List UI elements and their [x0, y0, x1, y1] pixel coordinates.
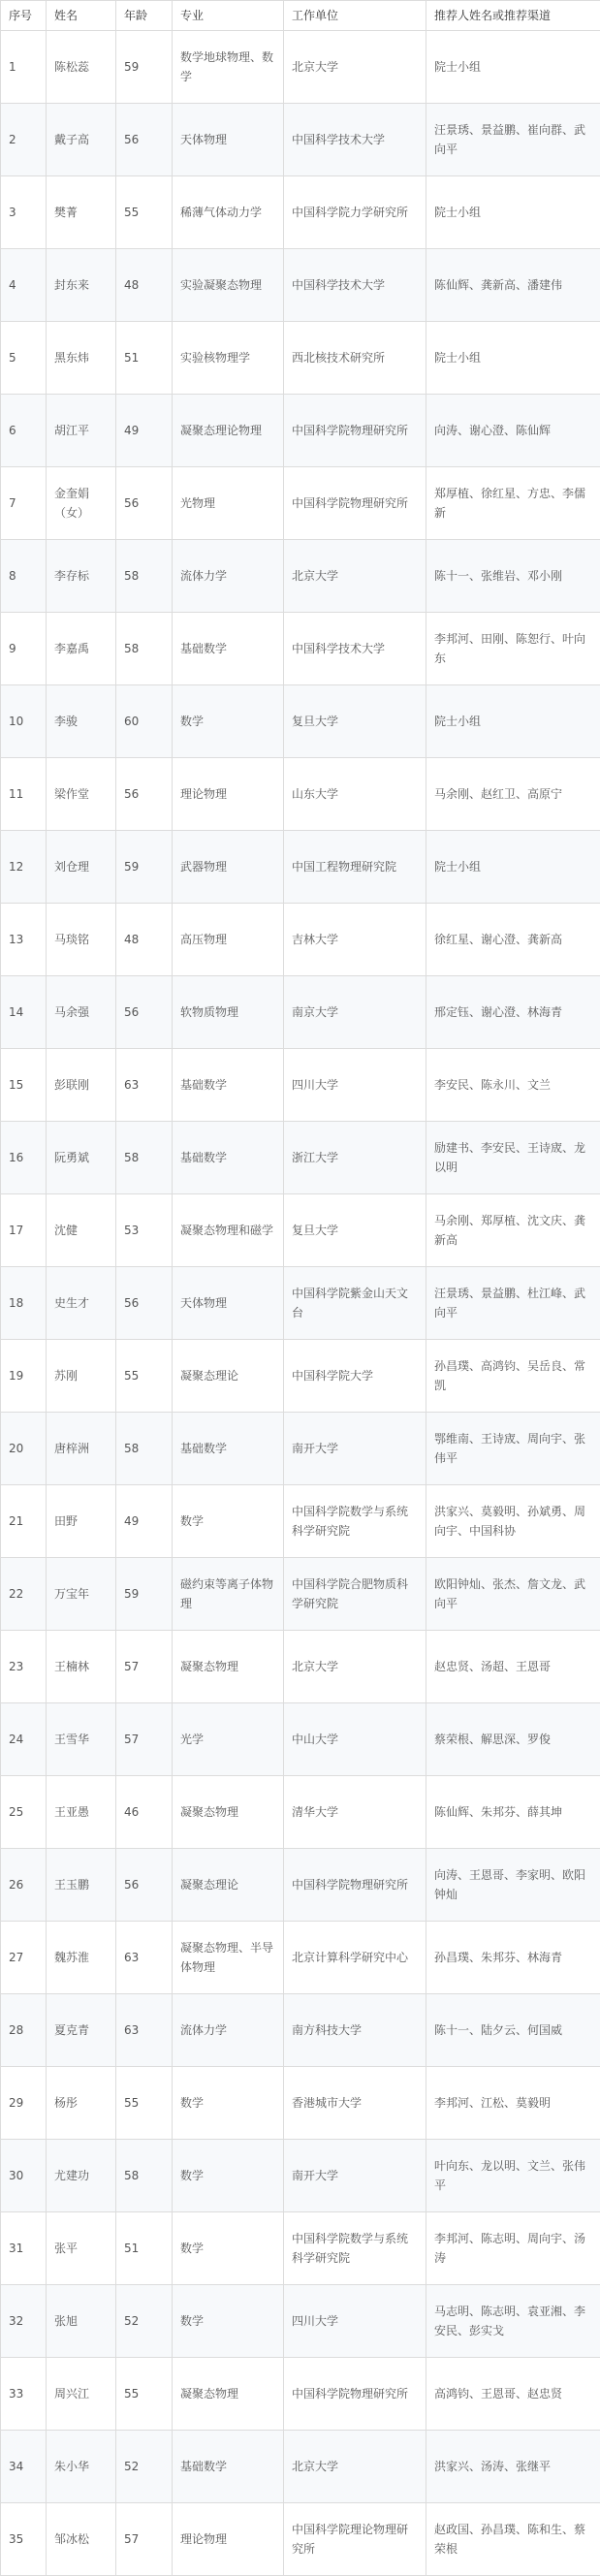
cell-workplace: 中国科学院理论物理研究所: [284, 2503, 426, 2576]
table-row: [1, 322, 600, 395]
cell-index: 10: [1, 685, 47, 758]
cell-name: 苏刚: [47, 1340, 116, 1413]
cell-index: 29: [1, 2067, 47, 2140]
cell-workplace: 四川大学: [284, 1049, 426, 1122]
cell-major: 数学: [173, 2285, 284, 2358]
cell-age: 55: [116, 1340, 173, 1413]
cell-recommender: 鄂维南、王诗宬、周向宇、张伟平: [426, 1413, 600, 1485]
cell-name: 张平: [47, 2212, 116, 2285]
cell-name: 刘仓理: [47, 831, 116, 904]
cell-recommender: 欧阳钟灿、张杰、詹文龙、武向平: [426, 1558, 600, 1631]
table-row: [1, 1194, 600, 1267]
table-row: [1, 1340, 600, 1413]
cell-major: 流体力学: [173, 1994, 284, 2067]
cell-recommender: 汪景琇、景益鹏、杜江峰、武向平: [426, 1267, 600, 1340]
cell-major: 软物质物理: [173, 976, 284, 1049]
cell-name: 王亚愚: [47, 1776, 116, 1849]
cell-recommender: 向涛、谢心澄、陈仙辉: [426, 395, 600, 467]
cell-age: 60: [116, 685, 173, 758]
cell-recommender: 马志明、陈志明、袁亚湘、李安民、彭实戈: [426, 2285, 600, 2358]
cell-index: 6: [1, 395, 47, 467]
table-header: [1, 1, 600, 31]
cell-recommender: 马余刚、郑厚植、沈文庆、龚新高: [426, 1194, 600, 1267]
cell-major: 凝聚态物理: [173, 1776, 284, 1849]
cell-workplace: 四川大学: [284, 2285, 426, 2358]
cell-index: 5: [1, 322, 47, 395]
cell-age: 58: [116, 1413, 173, 1485]
cell-index: 25: [1, 1776, 47, 1849]
cell-major: 凝聚态物理: [173, 1631, 284, 1703]
cell-recommender: 邢定钰、谢心澄、林海青: [426, 976, 600, 1049]
cell-name: 张旭: [47, 2285, 116, 2358]
cell-recommender: 院士小组: [426, 831, 600, 904]
cell-major: 数学: [173, 685, 284, 758]
col-header-recommender: 推荐人姓名或推荐渠道: [426, 1, 600, 31]
table-row: [1, 1558, 600, 1631]
cell-age: 63: [116, 1922, 173, 1994]
cell-index: 8: [1, 540, 47, 613]
cell-age: 57: [116, 1703, 173, 1776]
table-row: [1, 904, 600, 976]
cell-name: 史生才: [47, 1267, 116, 1340]
cell-age: 56: [116, 104, 173, 176]
cell-name: 王楠林: [47, 1631, 116, 1703]
table-row: [1, 2140, 600, 2212]
cell-recommender: 郑厚植、徐红星、方忠、李儒新: [426, 467, 600, 540]
cell-age: 59: [116, 831, 173, 904]
cell-name: 夏克青: [47, 1994, 116, 2067]
cell-recommender: 赵忠贤、汤超、王恩哥: [426, 1631, 600, 1703]
cell-workplace: 北京大学: [284, 2431, 426, 2503]
cell-major: 数学: [173, 2067, 284, 2140]
cell-age: 56: [116, 1849, 173, 1922]
col-header-name: 姓名: [47, 1, 116, 31]
cell-workplace: 中国工程物理研究院: [284, 831, 426, 904]
cell-name: 朱小华: [47, 2431, 116, 2503]
cell-index: 31: [1, 2212, 47, 2285]
cell-recommender: 李邦河、陈志明、周向宇、汤涛: [426, 2212, 600, 2285]
cell-index: 12: [1, 831, 47, 904]
cell-major: 实验凝聚态物理: [173, 249, 284, 322]
cell-name: 戴子高: [47, 104, 116, 176]
cell-recommender: 洪家兴、汤涛、张继平: [426, 2431, 600, 2503]
cell-age: 58: [116, 540, 173, 613]
cell-major: 数学: [173, 2140, 284, 2212]
cell-workplace: 中国科学院合肥物质科学研究院: [284, 1558, 426, 1631]
cell-workplace: 复旦大学: [284, 1194, 426, 1267]
cell-age: 55: [116, 2067, 173, 2140]
cell-age: 55: [116, 2358, 173, 2431]
cell-major: 稀薄气体动力学: [173, 176, 284, 249]
cell-index: 1: [1, 31, 47, 104]
cell-workplace: 浙江大学: [284, 1122, 426, 1194]
cell-workplace: 南开大学: [284, 2140, 426, 2212]
cell-recommender: 孙昌璞、高鸿钧、吴岳良、常凯: [426, 1340, 600, 1413]
cell-age: 48: [116, 904, 173, 976]
cell-workplace: 中国科学院数学与系统科学研究院: [284, 2212, 426, 2285]
cell-age: 53: [116, 1194, 173, 1267]
cell-index: 9: [1, 613, 47, 685]
cell-name: 马琰铭: [47, 904, 116, 976]
table-row: [1, 176, 600, 249]
cell-major: 凝聚态理论: [173, 1340, 284, 1413]
cell-age: 58: [116, 613, 173, 685]
table-row: [1, 1267, 600, 1340]
table-row: [1, 540, 600, 613]
cell-age: 58: [116, 1122, 173, 1194]
cell-name: 万宝年: [47, 1558, 116, 1631]
cell-workplace: 中国科学院紫金山天文台: [284, 1267, 426, 1340]
cell-name: 金奎娟（女）: [47, 467, 116, 540]
cell-workplace: 中国科学院物理研究所: [284, 395, 426, 467]
cell-name: 李嘉禹: [47, 613, 116, 685]
header-row: [1, 1, 600, 31]
cell-index: 32: [1, 2285, 47, 2358]
cell-recommender: 李邦河、江松、莫毅明: [426, 2067, 600, 2140]
cell-workplace: 中国科学院物理研究所: [284, 1849, 426, 1922]
cell-recommender: 李邦河、田刚、陈恕行、叶向东: [426, 613, 600, 685]
cell-age: 59: [116, 1558, 173, 1631]
cell-recommender: 院士小组: [426, 31, 600, 104]
cell-index: 2: [1, 104, 47, 176]
table-row: [1, 1994, 600, 2067]
cell-recommender: 高鸿钧、王恩哥、赵忠贤: [426, 2358, 600, 2431]
table-row: [1, 1485, 600, 1558]
cell-age: 56: [116, 758, 173, 831]
cell-age: 49: [116, 1485, 173, 1558]
cell-name: 沈健: [47, 1194, 116, 1267]
cell-index: 18: [1, 1267, 47, 1340]
cell-age: 57: [116, 2503, 173, 2576]
cell-index: 22: [1, 1558, 47, 1631]
cell-recommender: 汪景琇、景益鹏、崔向群、武向平: [426, 104, 600, 176]
cell-major: 理论物理: [173, 758, 284, 831]
cell-workplace: 复旦大学: [284, 685, 426, 758]
cell-major: 凝聚态物理和磁学: [173, 1194, 284, 1267]
cell-index: 11: [1, 758, 47, 831]
cell-age: 56: [116, 467, 173, 540]
cell-major: 数学: [173, 2212, 284, 2285]
cell-name: 封东来: [47, 249, 116, 322]
cell-workplace: 中国科学院物理研究所: [284, 2358, 426, 2431]
table-row: [1, 2285, 600, 2358]
cell-index: 27: [1, 1922, 47, 1994]
cell-name: 李存标: [47, 540, 116, 613]
col-header-major: 专业: [173, 1, 284, 31]
cell-recommender: 院士小组: [426, 176, 600, 249]
cell-workplace: 中国科学技术大学: [284, 613, 426, 685]
cell-age: 58: [116, 2140, 173, 2212]
cell-major: 基础数学: [173, 2431, 284, 2503]
cell-workplace: 中国科学院大学: [284, 1340, 426, 1413]
cell-major: 光学: [173, 1703, 284, 1776]
cell-recommender: 蔡荣根、解思深、罗俊: [426, 1703, 600, 1776]
cell-recommender: 陈仙辉、龚新高、潘建伟: [426, 249, 600, 322]
cell-index: 24: [1, 1703, 47, 1776]
col-header-index: 序号: [1, 1, 47, 31]
cell-index: 3: [1, 176, 47, 249]
cell-major: 天体物理: [173, 1267, 284, 1340]
cell-index: 19: [1, 1340, 47, 1413]
cell-recommender: 陈十一、张维岩、邓小刚: [426, 540, 600, 613]
cell-recommender: 徐红星、谢心澄、龚新高: [426, 904, 600, 976]
cell-recommender: 院士小组: [426, 685, 600, 758]
cell-index: 34: [1, 2431, 47, 2503]
cell-index: 20: [1, 1413, 47, 1485]
table-row: [1, 685, 600, 758]
table-row: [1, 1703, 600, 1776]
table-row: [1, 2067, 600, 2140]
cell-workplace: 北京大学: [284, 540, 426, 613]
cell-name: 尤建功: [47, 2140, 116, 2212]
table-row: [1, 1122, 600, 1194]
cell-name: 李骏: [47, 685, 116, 758]
table-row: [1, 2503, 600, 2576]
cell-major: 武器物理: [173, 831, 284, 904]
table-row: [1, 2431, 600, 2503]
table-row: [1, 1922, 600, 1994]
cell-index: 13: [1, 904, 47, 976]
table-row: [1, 2358, 600, 2431]
cell-major: 凝聚态物理: [173, 2358, 284, 2431]
cell-index: 26: [1, 1849, 47, 1922]
cell-recommender: 叶向东、龙以明、文兰、张伟平: [426, 2140, 600, 2212]
cell-workplace: 中国科学技术大学: [284, 249, 426, 322]
cell-index: 33: [1, 2358, 47, 2431]
cell-name: 唐梓洲: [47, 1413, 116, 1485]
cell-major: 天体物理: [173, 104, 284, 176]
cell-name: 樊菁: [47, 176, 116, 249]
cell-major: 基础数学: [173, 1049, 284, 1122]
table-row: [1, 1849, 600, 1922]
cell-recommender: 马余刚、赵红卫、高原宁: [426, 758, 600, 831]
cell-age: 49: [116, 395, 173, 467]
cell-name: 魏苏淮: [47, 1922, 116, 1994]
cell-age: 56: [116, 1267, 173, 1340]
cell-workplace: 中国科学技术大学: [284, 104, 426, 176]
table-row: [1, 1049, 600, 1122]
cell-age: 56: [116, 976, 173, 1049]
cell-age: 52: [116, 2431, 173, 2503]
table-row: [1, 976, 600, 1049]
cell-name: 杨彤: [47, 2067, 116, 2140]
cell-major: 高压物理: [173, 904, 284, 976]
cell-index: 21: [1, 1485, 47, 1558]
table-row: [1, 395, 600, 467]
cell-name: 邹冰松: [47, 2503, 116, 2576]
cell-workplace: 吉林大学: [284, 904, 426, 976]
cell-major: 凝聚态理论: [173, 1849, 284, 1922]
cell-age: 63: [116, 1994, 173, 2067]
cell-workplace: 清华大学: [284, 1776, 426, 1849]
cell-index: 14: [1, 976, 47, 1049]
cell-major: 凝聚态物理、半导体物理: [173, 1922, 284, 1994]
cell-workplace: 北京计算科学研究中心: [284, 1922, 426, 1994]
table-body: [1, 31, 600, 2576]
cell-major: 流体力学: [173, 540, 284, 613]
cell-name: 梁作堂: [47, 758, 116, 831]
cell-recommender: 院士小组: [426, 322, 600, 395]
cell-major: 凝聚态理论物理: [173, 395, 284, 467]
table-row: [1, 1776, 600, 1849]
cell-name: 马余强: [47, 976, 116, 1049]
table-row: [1, 758, 600, 831]
cell-name: 陈松蕊: [47, 31, 116, 104]
cell-major: 数学地球物理、数学: [173, 31, 284, 104]
cell-workplace: 北京大学: [284, 1631, 426, 1703]
cell-major: 磁约束等离子体物理: [173, 1558, 284, 1631]
cell-major: 基础数学: [173, 613, 284, 685]
cell-name: 周兴江: [47, 2358, 116, 2431]
cell-name: 阮勇斌: [47, 1122, 116, 1194]
cell-index: 23: [1, 1631, 47, 1703]
cell-name: 彭联刚: [47, 1049, 116, 1122]
cell-name: 王玉鹏: [47, 1849, 116, 1922]
cell-workplace: 中国科学院数学与系统科学研究院: [284, 1485, 426, 1558]
cell-age: 57: [116, 1631, 173, 1703]
cell-major: 理论物理: [173, 2503, 284, 2576]
cell-workplace: 中国科学院物理研究所: [284, 467, 426, 540]
cell-index: 17: [1, 1194, 47, 1267]
cell-age: 51: [116, 2212, 173, 2285]
cell-name: 王雪华: [47, 1703, 116, 1776]
cell-major: 数学: [173, 1485, 284, 1558]
cell-workplace: 中山大学: [284, 1703, 426, 1776]
cell-major: 光物理: [173, 467, 284, 540]
cell-workplace: 西北核技术研究所: [284, 322, 426, 395]
cell-recommender: 陈十一、陆夕云、何国威: [426, 1994, 600, 2067]
cell-index: 30: [1, 2140, 47, 2212]
cell-workplace: 山东大学: [284, 758, 426, 831]
cell-age: 59: [116, 31, 173, 104]
table-row: [1, 104, 600, 176]
cell-index: 16: [1, 1122, 47, 1194]
cell-age: 48: [116, 249, 173, 322]
cell-age: 51: [116, 322, 173, 395]
cell-workplace: 南京大学: [284, 976, 426, 1049]
cell-recommender: 孙昌璞、朱邦芬、林海青: [426, 1922, 600, 1994]
cell-recommender: 赵政国、孙昌璞、陈和生、蔡荣根: [426, 2503, 600, 2576]
cell-age: 63: [116, 1049, 173, 1122]
cell-index: 35: [1, 2503, 47, 2576]
cell-name: 田野: [47, 1485, 116, 1558]
table-row: [1, 2212, 600, 2285]
cell-age: 46: [116, 1776, 173, 1849]
cell-workplace: 北京大学: [284, 31, 426, 104]
cell-recommender: 陈仙辉、朱邦芬、薛其坤: [426, 1776, 600, 1849]
table-row: [1, 831, 600, 904]
cell-recommender: 洪家兴、莫毅明、孙斌勇、周向宇、中国科协: [426, 1485, 600, 1558]
cell-name: 黑东炜: [47, 322, 116, 395]
table-row: [1, 249, 600, 322]
cell-major: 实验核物理学: [173, 322, 284, 395]
cell-major: 基础数学: [173, 1413, 284, 1485]
table-row: [1, 1413, 600, 1485]
cell-recommender: 李安民、陈永川、文兰: [426, 1049, 600, 1122]
table-row: [1, 31, 600, 104]
cell-recommender: 向涛、王恩哥、李家明、欧阳钟灿: [426, 1849, 600, 1922]
cell-index: 7: [1, 467, 47, 540]
cell-major: 基础数学: [173, 1122, 284, 1194]
cell-age: 52: [116, 2285, 173, 2358]
table-row: [1, 467, 600, 540]
col-header-age: 年龄: [116, 1, 173, 31]
cell-index: 15: [1, 1049, 47, 1122]
cell-age: 55: [116, 176, 173, 249]
col-header-workplace: 工作单位: [284, 1, 426, 31]
cell-workplace: 中国科学院力学研究所: [284, 176, 426, 249]
table-row: [1, 1631, 600, 1703]
cell-name: 胡江平: [47, 395, 116, 467]
cell-index: 4: [1, 249, 47, 322]
cell-index: 28: [1, 1994, 47, 2067]
cell-workplace: 南方科技大学: [284, 1994, 426, 2067]
table-row: [1, 613, 600, 685]
cell-recommender: 励建书、李安民、王诗宬、龙以明: [426, 1122, 600, 1194]
cell-workplace: 南开大学: [284, 1413, 426, 1485]
cell-workplace: 香港城市大学: [284, 2067, 426, 2140]
